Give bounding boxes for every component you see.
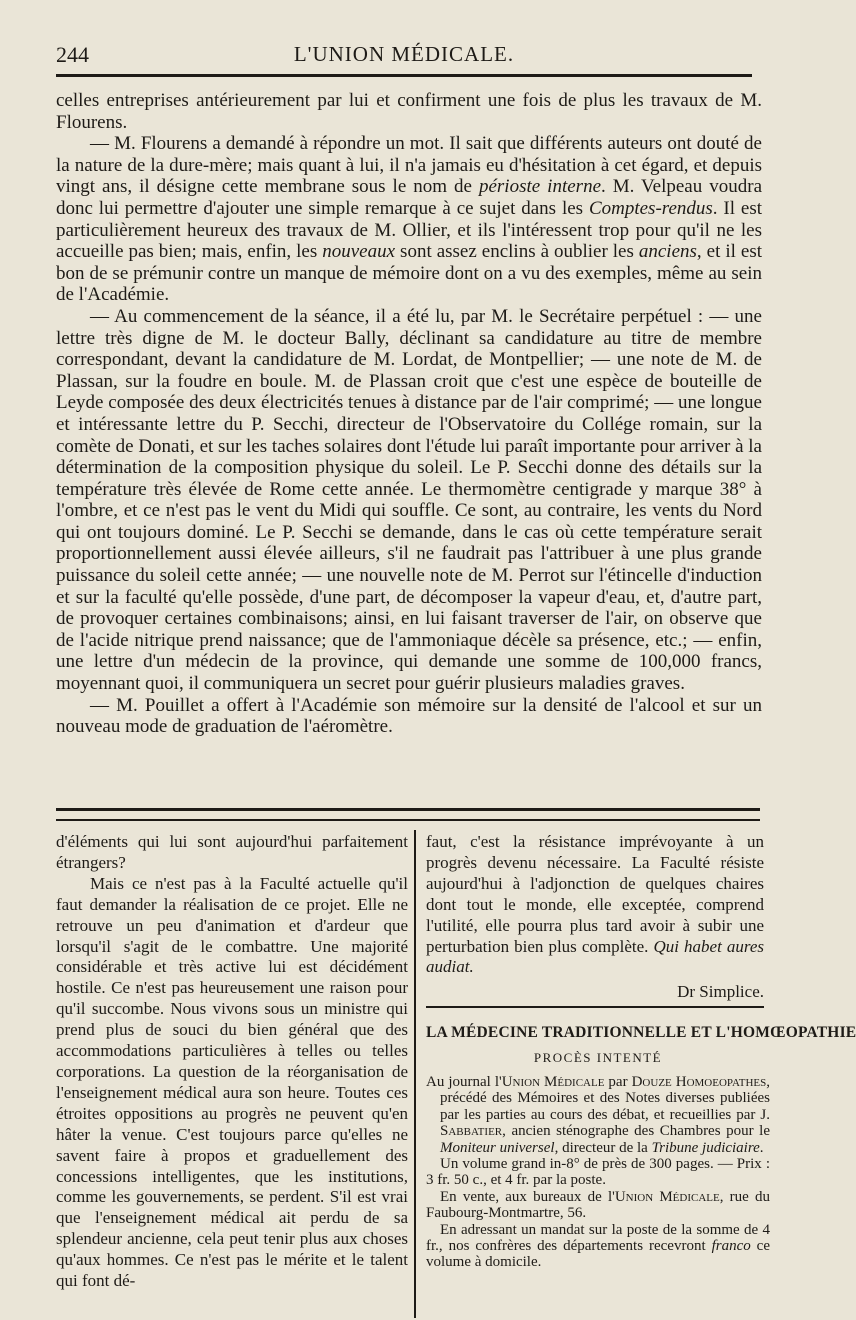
section-subtitle: PROCÈS INTENTÉ	[533, 1050, 663, 1065]
paragraph-continuation: celles entreprises antérieurement par lui et confirment une fois de plus les travaux de M. Flourens.	[56, 90, 762, 133]
notice-body	[426, 1074, 770, 1271]
notice-paragraph-2: Un volume grand in-8° de près de 300 pages. — Prix : 3 fr. 50 c., et 4 fr. par la poste.	[426, 1156, 770, 1189]
section-title: LA MÉDECINE TRADITIONNELLE ET L'HOMŒOPATHIE	[426, 1024, 856, 1041]
notice-paragraph-4: En adressant un mandat sur la poste de la somme de 4 fr., nos confrères des départements recevront franco ce volume à domicile.	[426, 1221, 770, 1271]
right-column	[426, 832, 764, 1003]
paragraph-pouillet: — M. Pouillet a offert à l'Académie son mémoire sur la densité de l'alcool et sur un nouveau mode de graduation de l'aéromètre.	[56, 694, 762, 738]
journal-title: L'UNION MÉDICALE.	[293, 42, 515, 66]
paragraph-flourens: — M. Flourens a demandé à répondre un mot. Il sait que différents auteurs ont douté de la nature de la dure-mère; mais quant à lui, il n'a jamais eu d'hésitation à cet égard, et depuis vingt ans, il désigne cette membrane sous le nom de périoste interne. M. Velpeau voudra donc lui permettre d'ajouter une simple remarque à ce sujet dans les Comptes-rendus. Il est particulièrement heureux des travaux de M. Ollier, et ils l'intéressent trop pour qu'il ne les accueille pas bien; mais, enfin, les nouveaux sont assez enclins à oublier les anciens, et il est bon de se prémunir contre un manque de mémoire dont on a vu des exemples, même au sein de l'Académie.	[56, 133, 762, 306]
notice-paragraph-1: Au journal l'Union Médicale par Douze Homoeopathes, précédé des Mémoires et des Notes diverses publiées par les parties au cours des débat, et recueillies par J. Sabbatier, ancien sténographe des Chambres pour le Moniteur universel, directeur de la Tribune judiciaire.	[426, 1074, 771, 1156]
column-divider	[414, 830, 416, 1318]
page-header	[56, 36, 752, 68]
signature-rule	[426, 1006, 764, 1008]
section-double-rule	[56, 808, 760, 821]
book-notice-section	[426, 1024, 856, 1271]
header-rule	[56, 74, 752, 77]
left-paragraph-2: Mais ce n'est pas à la Faculté actuelle qu'il faut demander la réalisation de ce projet. Elle ne retrouve un peu d'animation et d'ardeur que lorsqu'il s'agit de le combattre. Une majorité considérable et très active lui est décidément hostile. Ce n'est pas heureusement une raison pour qu'il succombe. Nous vivons sous un ministre qui prend plus de souci du bien général que des accommodations particulières à telles ou telles corporations. La question de la réorganisation de l'enseignement médical aura son heure. Toutes ces étroites oppositions au progrès ne peuvent qu'en hâter la venue. C'est toujours parce qu'elles ne savent faire à propos et graduellement des concessions intelligentes, que les institutions, comme les gouvernements, se perdent. S'il est vrai que l'enseignement médical ait perdu de sa splendeur ancienne, cela peut tenir plus aux choses qu'aux hommes. Ce n'est pas le mérite et le talent qui font dé-	[56, 873, 408, 1291]
left-paragraph-1: d'éléments qui lui sont aujourd'hui parfaitement étrangers?	[56, 832, 408, 872]
notice-paragraph-3: En vente, aux bureaux de l'Union Médicale, rue du Faubourg-Montmartre, 56.	[426, 1188, 770, 1222]
page-number: 244	[56, 42, 89, 67]
academy-report-article	[56, 90, 762, 738]
left-column	[56, 832, 408, 1292]
signature: Dr Simplice.	[677, 982, 764, 1002]
right-paragraph-1: faut, c'est la résistance imprévoyante à un progrès devenu nécessaire. La Faculté résiste aujourd'hui à l'adjonction de quelques chaires dont tout le monde, elle exceptée, comprend l'utilité, elle pourra plus tard avoir à subir une perturbation bien plus complète. Qui habet aures audiat.	[426, 832, 764, 977]
paragraph-seance: — Au commencement de la séance, il a été lu, par M. le Secrétaire perpétuel : — une lettre très digne de M. le docteur Bally, déclinant sa candidature au titre de membre correspondant, devant la candidature de M. Lordat, de Montpellier; — une note de M. de Plassan, sur la foudre en boule. M. de Plassan croit que c'est une espèce de bouteille de Leyde composée des deux électricités tenues à distance par de l'air comprimé; — une longue et intéressante lettre du P. Secchi, directeur de l'Observatoire du Collége romain, sur la comète de Donati, et sur les taches solaires dont l'étude lui paraît importante pour arriver à la détermination de la composition physique du soleil. Le P. Secchi donne des détails sur la température très élevée de Rome cette année. Le thermomètre centigrade y marque 38° à l'ombre, et ce n'est pas le vent du Midi qui souffle. Ce sont, au contraire, les vents du Nord qui ont toujours dominé. Le P. Secchi se demande, dans le cas où cette température serait proportionnellement aussi élevée ailleurs, s'il ne faudrait pas l'attribuer à une plus grande puissance du soleil cette année; — une nouvelle note de M. Perrot sur l'étincelle d'induction et sur la faculté qu'elle possède, d'une part, de décomposer la vapeur d'eau, et, d'autre part, de provoquer certaines combinaisons; ainsi, en lui faisant traverser de l'air, on observe que de l'acide nitrique prend naissance; que de l'ammoniaque décèle sa présence, etc.; — enfin, une lettre d'un médecin de la province, qui demande une somme de 100,000 francs, moyennant quoi, il communiquera un secret pour guérir plusieurs maladies graves.	[56, 305, 762, 695]
